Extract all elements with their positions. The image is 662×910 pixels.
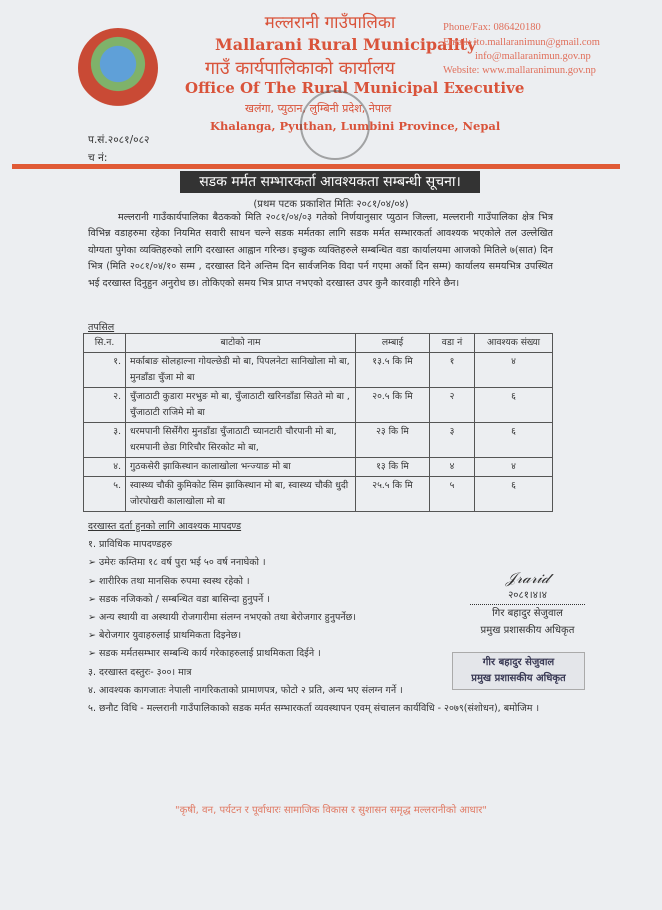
name-seal — [452, 652, 585, 690]
technical-heading: १. प्राविधिक मापदण्डहरु — [88, 539, 173, 551]
cell-ward: ४ — [430, 458, 475, 477]
cell-length: २५.५ कि मि — [356, 477, 430, 512]
cell-count: ६ — [475, 477, 553, 512]
table-header-row — [84, 334, 553, 353]
criteria-bullet: ➢ अन्य स्थायी वा अस्थायी रोजगारीमा संलग्न नभएको तथा बेरोजगार हुनुपर्नेछ। — [88, 612, 356, 624]
header-divider — [12, 164, 620, 169]
cell-sn: २. — [84, 388, 126, 423]
notice-title: सडक मर्मत सम्भारकर्ता आवश्यकता सम्बन्धी सूचना। — [180, 171, 480, 193]
address-en: Khalanga, Pyuthan, Lumbini Province, Nepal — [210, 119, 501, 133]
cell-road: चुँजाठाटी कुडारा मरभुङ मो बा, चुँजाठाटी खरिनडाँडा सिउते मो बा , चुँजाठाटी राजिमे मो बा — [126, 388, 356, 423]
municipality-name-np: मल्लरानी गाउँपालिका — [264, 13, 396, 33]
website: Website: www.mallaranimun.gov.np — [443, 65, 596, 76]
office-name-en: Office Of The Rural Municipal Executive — [185, 79, 525, 97]
signature-date: २०८१।४।४ — [470, 587, 585, 605]
published-date: (प्रथम पटक प्रकाशित मितिः २०८१/०४/०४) — [253, 199, 409, 210]
table-row — [84, 477, 553, 512]
cell-count: ४ — [475, 458, 553, 477]
cell-sn: ३. — [84, 423, 126, 458]
bullet-text: सडक मर्मतसम्भार सम्बन्धि कार्य गरेकाहरुलाई प्राथमिकता दिईने । — [98, 648, 321, 660]
email: Email: ito.mallaranimun@gmail.com — [443, 37, 600, 48]
nepal-emblem-logo — [78, 28, 158, 108]
notice-body: मल्लरानी गाउँकार्यपालिका बैठकको मिति २०८१/०४/०३ गतेको निर्णयानुसार प्युठान जिल्ला, मल्लरानी गाउँपालिका क्षेत्र भित्र विभिन्न वडाहरुमा रहेका नियमित सवारी साधन चल्ने सडक मर्मतका लागि सडक मर्मत सम्भारकर्ता आवश्यक भएकोले तल उल्लेखित योग्यता पुगेका व्यक्तिहरुको लागि दरखास्त आह्वान गरिन्छ। इच्छुक व्यक्तिहरुले सम्बन्धित वडा कार्यालयमा आजको मितिले ७(सात) दिन भित्र (मिति २०८१/०४/१० सम्म , दरखास्त दिने अन्तिम दिन सार्वजनिक विदा पर्न गएमा अर्को दिन सम्म) कार्यालय समयभित्र उपस्थित भई दरखास्त दिनुहुन अनुरोध छ। तोकिएको समय भित्र प्राप्त नभएको दरखास्त उपर कुनै कारवाही गरिने छैन। — [88, 212, 553, 289]
cell-road: स्वास्थ्य चौकी कुमिकोट सिम झाकिस्थान मो बा, स्वास्थ्य चौकी धुदी जोरपोखरी कालाखोला मो बा — [126, 477, 356, 512]
bullet-text: शारीरिक तथा मानसिक रुपमा स्वस्थ रहेको । — [98, 575, 250, 587]
handwritten-signature: 𝒥𝓇𝒶𝓇𝒾𝒹 — [505, 569, 550, 587]
cell-length: २३ कि मि — [356, 423, 430, 458]
criteria-heading: दरखास्त दर्ता हुनको लागि आवश्यक मापदण्ड — [88, 521, 242, 532]
address-np: खलंगा, प्युठान, लुम्बिनी प्रदेश, नेपाल — [245, 102, 392, 115]
signatory-name: गिर बहादुर सेजुवाल — [492, 608, 563, 619]
documents-line: ४. आवश्यक कागजातः नेपाली नागरिकताको प्रामाणपत्र, फोटो २ प्रति, अन्य भए संलग्न गर्ने । — [88, 684, 403, 696]
cell-sn: ५. — [84, 477, 126, 512]
col-road-name: बाटोको नाम — [126, 334, 356, 353]
bullet-text: बेरोजगार युवाहरुलाई प्राथमिकता दिइनेछ। — [98, 630, 242, 642]
seal-post: प्रमुख प्रशासकीय अधिकृत — [471, 673, 566, 684]
signature-block — [470, 570, 585, 639]
col-required-count: आवश्यक संख्या — [475, 334, 553, 353]
cell-sn: ४. — [84, 458, 126, 477]
bullet-text: उमेरः कम्तिमा १८ वर्ष पुरा भई ५० वर्ष ननाघेको । — [98, 557, 266, 569]
office-name-np: गाउँ कार्यपालिकाको कार्यालय — [205, 58, 395, 79]
criteria-bullet: ➢ शारीरिक तथा मानसिक रुपमा स्वस्थ रहेको । — [88, 575, 250, 587]
cell-count: ६ — [475, 423, 553, 458]
bullet-text: अन्य स्थायी वा अस्थायी रोजगारीमा संलग्न नभएको तथा बेरोजगार हुनुपर्नेछ। — [98, 612, 356, 624]
table-label: तपसिल — [88, 322, 115, 333]
cell-ward: २ — [430, 388, 475, 423]
criteria-bullet: ➢ सडक नजिकको / सम्बन्धित वडा बासिन्दा हुनुपर्ने । — [88, 593, 270, 605]
phone: Phone/Fax: 086420180 — [443, 22, 541, 33]
col-ward: वडा नं — [430, 334, 475, 353]
roads-table — [83, 333, 553, 512]
cell-length: १३ कि मि — [356, 458, 430, 477]
table-row — [84, 458, 553, 477]
seal-name: गीर बहादुर सेजुवाल — [482, 657, 555, 668]
municipality-name-en: Mallarani Rural Municipality — [215, 35, 477, 54]
office-stamp — [300, 90, 370, 160]
cell-road: गुठकसेरी झाकिस्थान कालाखोला भन्ज्याङ मो बा — [126, 458, 356, 477]
selection-method-line: ५. छनौट विधि - मल्लरानी गाउँपालिकाको सडक मर्मत सम्भारकर्ता व्यवस्थापन एवम् संचालन कार्यविधि - २०७९(संशोधन), बमोजिम । — [88, 703, 540, 715]
cell-sn: १. — [84, 353, 126, 388]
cell-ward: १ — [430, 353, 475, 388]
cell-count: ६ — [475, 388, 553, 423]
cell-road: मर्काबाङ सोलहाल्ना गोयल्छेडी मो बा, पिपलनेटा सानिखोला मो बा, मुनडाँडा चुँजा मो बा — [126, 353, 356, 388]
cell-ward: ३ — [430, 423, 475, 458]
table-row — [84, 388, 553, 423]
cell-road: धरमपानी सिर्सेगैरा मुनडाँडा चुँजाठाटी च्यानटारी चौरपानी मो बा, धरमपानी छेडा गिरिचौर सिरकोट मो बा, — [126, 423, 356, 458]
email-secondary: info@mallaranimun.gov.np — [475, 51, 591, 62]
fee-line: ३. दरखास्त दस्तुरः- ३००। मात्र — [88, 666, 192, 678]
criteria-bullet: ➢ उमेरः कम्तिमा १८ वर्ष पुरा भई ५० वर्ष ननाघेको । — [88, 557, 266, 569]
table-row — [84, 353, 553, 388]
dispatch-number: च नं: — [88, 152, 108, 164]
cell-ward: ५ — [430, 477, 475, 512]
cell-length: २०.५ कि मि — [356, 388, 430, 423]
col-length: लम्बाई — [356, 334, 430, 353]
signatory-post: प्रमुख प्रशासकीय अधिकृत — [480, 625, 575, 636]
cell-length: १३.५ कि मि — [356, 353, 430, 388]
bullet-text: सडक नजिकको / सम्बन्धित वडा बासिन्दा हुनुपर्ने । — [98, 593, 270, 605]
criteria-bullet: ➢ सडक मर्मतसम्भार सम्बन्धि कार्य गरेकाहरुलाई प्राथमिकता दिईने । — [88, 648, 321, 660]
criteria-bullet: ➢ बेरोजगार युवाहरुलाई प्राथमिकता दिइनेछ। — [88, 630, 242, 642]
table-row — [84, 423, 553, 458]
footer-motto: "कृषी, वन, पर्यटन र पूर्वाधारः सामाजिक विकास र सुशासन समृद्ध मल्लरानीको आधार" — [174, 805, 487, 816]
cell-count: ४ — [475, 353, 553, 388]
col-sn: सि.न. — [84, 334, 126, 353]
reference-number: प.सं.२०८१/०८२ — [88, 134, 150, 146]
